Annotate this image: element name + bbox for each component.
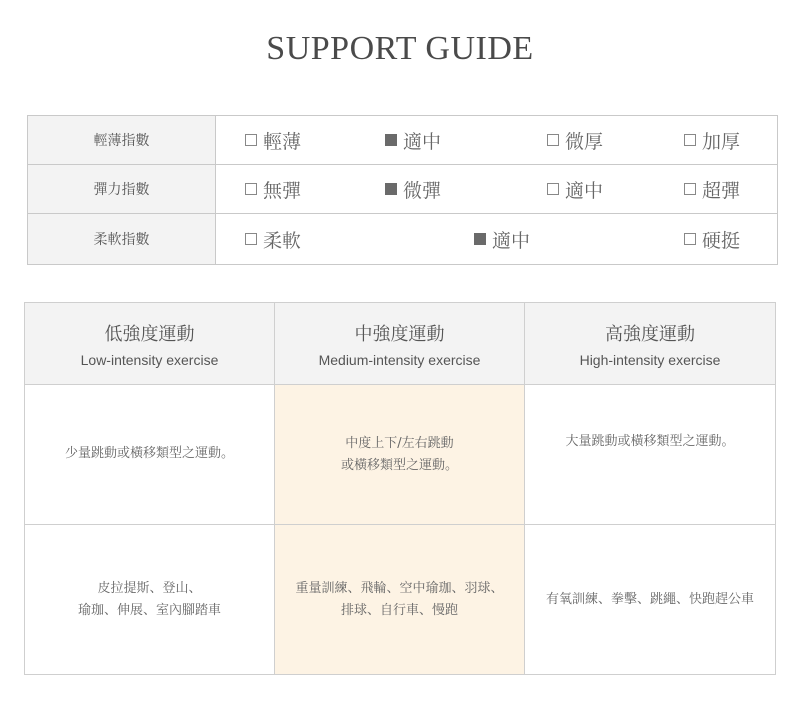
description-cell <box>275 385 524 525</box>
header-en: Medium-intensity exercise <box>318 351 481 368</box>
cell-line: 中度上下/左右跳動 <box>345 436 454 451</box>
option <box>547 165 603 213</box>
option <box>474 214 530 264</box>
checkbox-empty-icon <box>245 233 257 245</box>
checkbox-empty-icon <box>684 183 696 195</box>
cell-line: 排球、自行車、慢跑 <box>340 602 458 618</box>
cell-line: 瑜珈、伸展、室內腳踏車 <box>77 602 221 618</box>
header-zh: 高強度運動 <box>605 323 695 345</box>
option <box>245 214 301 264</box>
option <box>684 214 740 264</box>
exercise-column-low <box>25 303 275 674</box>
checkbox-empty-icon <box>245 183 257 195</box>
option-label: 加厚 <box>702 130 741 153</box>
option-label: 超彈 <box>702 179 741 202</box>
option-label: 微彈 <box>403 179 442 202</box>
cell-line: 重量訓練、飛輪、空中瑜珈、羽球、 <box>295 580 504 596</box>
cell-line: 或橫移類型之運動。 <box>340 458 458 473</box>
examples-cell <box>25 525 274 674</box>
column-header <box>275 303 524 385</box>
option-label: 適中 <box>492 229 531 252</box>
option <box>684 165 740 213</box>
index-row-thickness <box>28 116 777 165</box>
option-label: 無彈 <box>263 179 302 202</box>
checkbox-empty-icon <box>684 134 696 146</box>
checkbox-filled-icon <box>474 233 486 245</box>
option-label: 適中 <box>565 179 604 202</box>
index-row-elasticity <box>28 165 777 214</box>
option <box>547 116 603 164</box>
option <box>245 116 301 164</box>
checkbox-empty-icon <box>547 183 559 195</box>
checkbox-empty-icon <box>547 134 559 146</box>
option-label: 輕薄 <box>263 130 302 153</box>
page-title: SUPPORT GUIDE <box>266 30 534 67</box>
option-label: 微厚 <box>565 130 604 153</box>
cell-line: 有氧訓練、拳擊、跳繩、快跑趕公車 <box>545 591 754 607</box>
checkbox-filled-icon <box>385 134 397 146</box>
index-table <box>27 115 778 265</box>
exercise-column-high <box>525 303 775 674</box>
option <box>245 165 301 213</box>
column-header <box>25 303 274 385</box>
option-label: 柔軟 <box>263 229 302 252</box>
checkbox-empty-icon <box>245 134 257 146</box>
exercise-column-medium <box>275 303 525 674</box>
index-label: 彈力指數 <box>28 165 216 213</box>
index-label: 輕薄指數 <box>28 116 216 164</box>
index-row-softness <box>28 214 777 264</box>
option <box>385 165 441 213</box>
cell-line: 少量跳動或橫移類型之運動。 <box>64 446 234 461</box>
header-zh: 中強度運動 <box>354 323 445 345</box>
exercise-table <box>24 302 776 675</box>
cell-line: 皮拉提斯、登山、 <box>97 580 202 596</box>
cell-line: 大量跳動或橫移類型之運動。 <box>565 434 735 449</box>
header-en: High-intensity exercise <box>579 351 721 368</box>
option-label: 硬挺 <box>702 229 741 252</box>
option <box>385 116 441 164</box>
description-cell <box>525 385 775 525</box>
header-en: Low-intensity exercise <box>80 351 219 368</box>
option <box>684 116 740 164</box>
checkbox-empty-icon <box>684 233 696 245</box>
index-label: 柔軟指數 <box>28 214 216 264</box>
examples-cell <box>525 525 775 674</box>
examples-cell <box>275 525 524 674</box>
header-zh: 低強度運動 <box>104 323 195 345</box>
column-header <box>525 303 775 385</box>
checkbox-filled-icon <box>385 183 397 195</box>
option-label: 適中 <box>403 130 442 153</box>
description-cell <box>25 385 274 525</box>
